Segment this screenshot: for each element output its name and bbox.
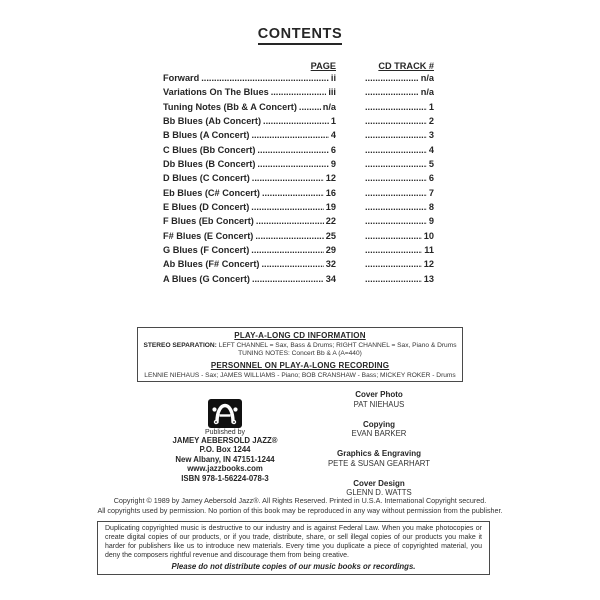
toc-entry-track: 1 <box>428 101 434 112</box>
toc-entry-label: F Blues (Eb Concert) <box>163 216 254 227</box>
toc-row <box>163 128 434 142</box>
toc-entry-page: 4 <box>330 130 336 141</box>
credit-cover-design <box>304 479 454 498</box>
toc-header-track <box>363 61 434 71</box>
page-column-header: PAGE <box>310 61 336 71</box>
toc-row <box>163 272 434 286</box>
toc-entry-label: Db Blues (B Concert) <box>163 159 256 170</box>
dot-leader <box>201 71 329 85</box>
toc-entry-page: 9 <box>330 159 336 170</box>
credit-cover-photo <box>304 390 454 409</box>
toc-entry-page: 6 <box>330 144 336 155</box>
toc-entry-label: Tuning Notes (Bb & A Concert) <box>163 101 297 112</box>
toc-entry-label: G Blues (F Concert) <box>163 245 250 256</box>
toc-entry-label: F# Blues (E Concert) <box>163 230 254 241</box>
dot-leader <box>257 157 328 171</box>
dot-leader <box>365 85 419 99</box>
toc-entry-page: ii <box>330 73 336 83</box>
ja-monogram-icon <box>208 399 242 428</box>
dot-leader <box>271 85 327 99</box>
toc-entry-track: 8 <box>428 202 434 213</box>
credit-copying <box>304 420 454 439</box>
page-title: CONTENTS <box>258 26 343 45</box>
credit-graphics <box>304 449 454 468</box>
dot-leader <box>257 143 328 157</box>
credit-name: GLENN D. WATTS <box>346 488 412 497</box>
toc-row <box>163 114 434 128</box>
toc-entry-page: iii <box>328 87 336 98</box>
toc-entry-track: 11 <box>424 245 434 256</box>
toc-entry-track: 12 <box>423 259 434 270</box>
credit-role: Graphics & Engraving <box>336 449 422 458</box>
dot-leader <box>261 257 323 271</box>
toc-entry-label: C Blues (Bb Concert) <box>163 144 256 155</box>
toc-row <box>163 143 434 157</box>
publisher-block <box>135 399 315 483</box>
toc-row <box>163 186 434 200</box>
cd-information-box <box>137 327 463 382</box>
toc-entry-label: A Blues (G Concert) <box>163 273 250 284</box>
dot-leader <box>365 229 422 243</box>
stereo-separation-text: LEFT CHANNEL = Sax, Bass & Drums; RIGHT CHANNEL = Sax, Piano & Drums <box>216 341 457 349</box>
dot-leader <box>256 214 324 228</box>
toc-entry-label: E Blues (D Concert) <box>163 202 250 213</box>
tuning-notes-line: TUNING NOTES: Concert Bb & A (A=440) <box>238 350 362 357</box>
dot-leader <box>365 114 427 128</box>
cd-track-column-header: CD TRACK # <box>378 61 434 71</box>
toc-entry-page: n/a <box>322 101 336 112</box>
toc-entry-label: Bb Blues (Ab Concert) <box>163 116 262 127</box>
toc-header-page <box>163 61 336 71</box>
dot-leader <box>252 171 324 185</box>
toc-entry-track: 2 <box>428 116 434 127</box>
credit-role: Copying <box>363 419 395 429</box>
credit-name: PAT NIEHAUS <box>353 399 405 409</box>
toc-row <box>163 157 434 171</box>
toc-entry-label: Eb Blues (C# Concert) <box>163 187 260 198</box>
credit-role: Cover Photo <box>355 390 403 399</box>
stereo-separation-label: STEREO SEPARATION: <box>143 341 217 349</box>
published-by-label: Published by <box>204 429 246 436</box>
toc-row <box>163 200 434 214</box>
piracy-notice-footer: Please do not distribute copies of our music books or recordings. <box>171 561 416 571</box>
toc-entry-page: 1 <box>330 116 336 127</box>
dot-leader <box>365 214 427 228</box>
dot-leader <box>365 171 427 185</box>
stereo-separation-line <box>138 342 462 349</box>
toc-entry-track: 6 <box>428 173 434 184</box>
toc-row <box>163 257 434 271</box>
toc-row <box>163 100 434 114</box>
toc-entry-track: 13 <box>423 273 434 284</box>
dot-leader <box>365 157 427 171</box>
toc-entry-label: Ab Blues (F# Concert) <box>163 259 260 270</box>
dot-leader <box>365 272 422 286</box>
copyright-line-1: Copyright © 1989 by Jamey Aebersold Jazz®. All Rights Reserved. Printed in U.S.A. International Copyright secured. <box>113 496 487 505</box>
piracy-notice-body: Duplicating copyrighted music is destructive to our industry and is against Federal Law. When you make photocopies or create digital copies of our products, or if you trade, distribute, share, or sell illegal copies of our products you make it harder for publishers like us to introduce new materials. Every time you duplicate a piece of copyrighted material, you deny the composers rightful revenue and discourage them from being creative. <box>105 525 482 559</box>
publisher-name: JAMEY AEBERSOLD JAZZ® <box>172 436 278 445</box>
toc-entry-track: 5 <box>428 159 434 170</box>
toc-entry-page: 19 <box>325 202 336 213</box>
toc-entry-page: 12 <box>325 173 336 184</box>
toc-entry-track: 4 <box>428 144 434 155</box>
toc-row <box>163 71 434 85</box>
toc-entry-track: n/a <box>420 87 434 98</box>
toc-entry-page: 25 <box>325 230 336 241</box>
copyright-line-2: All copyrights used by permission. No portion of this book may be reproduced in any way without permission from the publisher. <box>97 505 503 515</box>
credit-role: Cover Design <box>353 478 405 488</box>
publisher-website: www.jazzbooks.com <box>187 464 263 474</box>
page-title-wrap <box>0 25 600 45</box>
toc-entry-track: 7 <box>428 187 434 198</box>
toc-entry-page: 29 <box>325 245 336 256</box>
dot-leader <box>365 243 422 257</box>
table-of-contents <box>163 56 434 286</box>
publisher-isbn: ISBN 978-1-56224-078-3 <box>181 473 269 483</box>
credit-name: PETE & SUSAN GEARHART <box>327 458 431 468</box>
dot-leader <box>251 243 323 257</box>
dot-leader <box>255 229 323 243</box>
toc-entry-label: D Blues (C Concert) <box>163 173 250 184</box>
credit-name: EVAN BARKER <box>351 429 407 438</box>
toc-entry-page: 16 <box>325 187 336 198</box>
toc-entry-label: Variations On The Blues <box>163 87 269 98</box>
dot-leader <box>251 200 323 214</box>
toc-entry-track: 10 <box>423 230 434 241</box>
dot-leader <box>263 114 329 128</box>
toc-row <box>163 85 434 99</box>
toc-entry-label: Forward <box>163 73 200 83</box>
copyright-notice <box>0 496 600 515</box>
toc-row <box>163 171 434 185</box>
toc-entry-track: 3 <box>428 130 434 141</box>
toc-entry-label: B Blues (A Concert) <box>163 130 250 141</box>
toc-row <box>163 229 434 243</box>
toc-row <box>163 243 434 257</box>
toc-entry-track: 9 <box>428 216 434 227</box>
toc-entry-page: 22 <box>325 216 336 227</box>
toc-entry-track: n/a <box>420 73 434 83</box>
dot-leader <box>365 128 427 142</box>
dot-leader <box>252 272 324 286</box>
toc-entry-page: 32 <box>325 259 336 270</box>
dot-leader <box>365 100 427 114</box>
personnel-line: LENNIE NIEHAUS - Sax; JAMES WILLIAMS - Piano; BOB CRANSHAW - Bass; MICKEY ROKER - Drums <box>144 371 456 379</box>
toc-row <box>163 214 434 228</box>
dot-leader <box>365 71 419 85</box>
publisher-po-box: P.O. Box 1244 <box>199 445 251 455</box>
publisher-city: New Albany, IN 47151-1244 <box>175 454 275 464</box>
toc-header <box>163 56 434 71</box>
dot-leader <box>365 143 427 157</box>
credits-block <box>304 390 454 508</box>
dot-leader <box>251 128 328 142</box>
dot-leader <box>262 186 324 200</box>
dot-leader <box>365 186 427 200</box>
toc-entry-page: 34 <box>325 273 336 284</box>
personnel-title: PERSONNEL ON PLAY-A-LONG RECORDING <box>210 361 390 370</box>
cd-info-title: PLAY-A-LONG CD INFORMATION <box>234 331 366 340</box>
piracy-notice-box <box>97 521 490 575</box>
dot-leader <box>365 200 427 214</box>
dot-leader <box>299 100 321 114</box>
dot-leader <box>365 257 422 271</box>
